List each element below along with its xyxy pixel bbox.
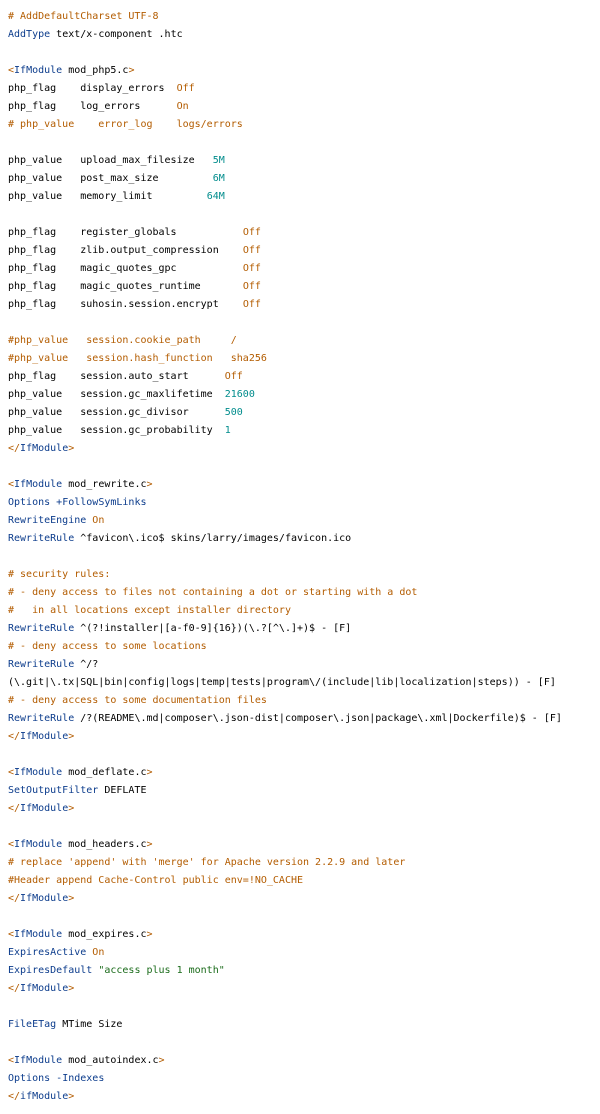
code-token: DEFLATE bbox=[98, 785, 147, 796]
code-token: </ bbox=[8, 731, 21, 742]
code-token: On bbox=[176, 101, 189, 112]
code-line bbox=[8, 278, 600, 296]
code-token: php_value session.gc_probability bbox=[8, 425, 225, 436]
code-token: #php_value session.cookie_path / bbox=[8, 335, 237, 346]
code-line bbox=[8, 440, 600, 458]
code-line bbox=[8, 134, 600, 152]
code-token: ^(?!installer|[a-f0-9]{16})(\.?[^\.]+)$ - [F] bbox=[74, 623, 352, 634]
code-token: > bbox=[128, 65, 135, 76]
code-token: On bbox=[86, 947, 105, 958]
code-line bbox=[8, 908, 600, 926]
code-token: RewriteEngine bbox=[8, 515, 87, 526]
code-token: > bbox=[68, 803, 75, 814]
code-line bbox=[8, 926, 600, 944]
code-line bbox=[8, 386, 600, 404]
code-token: ifModule bbox=[20, 1091, 69, 1102]
code-line bbox=[8, 224, 600, 242]
code-token: Off bbox=[224, 371, 243, 382]
code-token: # php_value error_log logs/errors bbox=[8, 119, 243, 130]
code-token: +FollowSymLinks bbox=[50, 497, 147, 508]
code-line bbox=[8, 674, 600, 692]
code-token: > bbox=[68, 731, 75, 742]
code-line bbox=[8, 998, 600, 1016]
code-token: mod_deflate.c bbox=[62, 767, 147, 778]
code-token: IfModule bbox=[14, 767, 63, 778]
code-token: IfModule bbox=[14, 65, 63, 76]
code-token: IfModule bbox=[14, 1055, 63, 1066]
code-token: IfModule bbox=[20, 803, 69, 814]
code-token: Options bbox=[8, 497, 51, 508]
code-line bbox=[8, 368, 600, 386]
code-token: php_value memory_limit bbox=[8, 191, 207, 202]
code-token: > bbox=[146, 929, 153, 940]
code-line bbox=[8, 980, 600, 998]
code-token: > bbox=[68, 893, 75, 904]
code-token: Off bbox=[242, 245, 261, 256]
code-line bbox=[8, 98, 600, 116]
code-token: php_flag session.auto_start bbox=[8, 371, 225, 382]
code-token: php_flag register_globals bbox=[8, 227, 243, 238]
code-line bbox=[8, 116, 600, 134]
code-token: MTime Size bbox=[56, 1019, 123, 1030]
code-token: php_value session.gc_divisor bbox=[8, 407, 225, 418]
code-token: 5M bbox=[212, 155, 225, 166]
code-token: php_flag zlib.output_compression bbox=[8, 245, 243, 256]
code-line bbox=[8, 710, 600, 728]
code-line bbox=[8, 44, 600, 62]
code-token: IfModule bbox=[20, 893, 69, 904]
code-token: RewriteRule bbox=[8, 659, 75, 670]
code-token: # replace 'append' with 'merge' for Apache version 2.2.9 and later bbox=[8, 857, 406, 868]
code-line bbox=[8, 242, 600, 260]
code-line bbox=[8, 638, 600, 656]
code-token: 6M bbox=[212, 173, 225, 184]
code-line bbox=[8, 800, 600, 818]
code-token: < bbox=[8, 839, 15, 850]
code-token: php_flag display_errors bbox=[8, 83, 177, 94]
code-token: IfModule bbox=[14, 479, 63, 490]
code-token: > bbox=[158, 1055, 165, 1066]
code-line bbox=[8, 764, 600, 782]
code-line bbox=[8, 602, 600, 620]
code-token: ExpiresDefault bbox=[8, 965, 93, 976]
code-token: RewriteRule bbox=[8, 533, 75, 544]
code-line bbox=[8, 890, 600, 908]
code-token: 500 bbox=[224, 407, 243, 418]
code-token: AddType bbox=[8, 29, 51, 40]
code-line bbox=[8, 782, 600, 800]
code-token: ExpiresActive bbox=[8, 947, 87, 958]
code-line bbox=[8, 188, 600, 206]
code-line bbox=[8, 260, 600, 278]
code-token: php_flag magic_quotes_gpc bbox=[8, 263, 243, 274]
code-line bbox=[8, 476, 600, 494]
code-line bbox=[8, 692, 600, 710]
code-token: RewriteRule bbox=[8, 713, 75, 724]
code-token: mod_expires.c bbox=[62, 929, 147, 940]
code-line bbox=[8, 170, 600, 188]
code-token: 1 bbox=[224, 425, 231, 436]
code-token: "access plus 1 month" bbox=[92, 965, 225, 976]
code-token: IfModule bbox=[20, 983, 69, 994]
code-line bbox=[8, 962, 600, 980]
code-token: 21600 bbox=[224, 389, 255, 400]
code-line bbox=[8, 458, 600, 476]
code-token: # - deny access to some locations bbox=[8, 641, 207, 652]
code-token: FileETag bbox=[8, 1019, 57, 1030]
code-line bbox=[8, 1052, 600, 1070]
code-line bbox=[8, 728, 600, 746]
code-token: Off bbox=[242, 227, 261, 238]
code-token: Off bbox=[242, 263, 261, 274]
code-line bbox=[8, 836, 600, 854]
code-token: SetOutputFilter bbox=[8, 785, 99, 796]
code-line bbox=[8, 152, 600, 170]
code-token: > bbox=[68, 443, 75, 454]
code-token: # security rules: bbox=[8, 569, 111, 580]
code-token: 64M bbox=[206, 191, 225, 202]
code-token: /?(README\.md|composer\.json-dist|composer\.json|package\.xml|Dockerfile)$ - [F] bbox=[74, 713, 562, 724]
code-line bbox=[8, 404, 600, 422]
code-token: php_flag log_errors bbox=[8, 101, 177, 112]
code-line bbox=[8, 314, 600, 332]
code-token: IfModule bbox=[20, 731, 69, 742]
code-token: > bbox=[68, 1091, 75, 1102]
code-line bbox=[8, 872, 600, 890]
code-line bbox=[8, 26, 600, 44]
code-token: php_flag magic_quotes_runtime bbox=[8, 281, 243, 292]
code-line bbox=[8, 332, 600, 350]
code-line bbox=[8, 1088, 600, 1106]
code-token: > bbox=[146, 767, 153, 778]
code-token: -Indexes bbox=[50, 1073, 105, 1084]
code-line bbox=[8, 206, 600, 224]
code-token: < bbox=[8, 929, 15, 940]
code-line bbox=[8, 422, 600, 440]
code-token: php_value post_max_size bbox=[8, 173, 213, 184]
code-token: mod_rewrite.c bbox=[62, 479, 147, 490]
code-line bbox=[8, 1016, 600, 1034]
code-token: </ bbox=[8, 983, 21, 994]
code-token: # AddDefaultCharset UTF-8 bbox=[8, 11, 159, 22]
code-line bbox=[8, 1070, 600, 1088]
code-token: </ bbox=[8, 1091, 21, 1102]
code-token: > bbox=[146, 479, 153, 490]
code-token: < bbox=[8, 1055, 15, 1066]
code-token: mod_headers.c bbox=[62, 839, 147, 850]
code-token: php_flag suhosin.session.encrypt bbox=[8, 299, 243, 310]
code-token: Off bbox=[242, 299, 261, 310]
code-line bbox=[8, 620, 600, 638]
code-line bbox=[8, 494, 600, 512]
code-token: < bbox=[8, 65, 15, 76]
code-token: mod_php5.c bbox=[62, 65, 129, 76]
code-token: # in all locations except installer directory bbox=[8, 605, 291, 616]
code-token: RewriteRule bbox=[8, 623, 75, 634]
code-line bbox=[8, 512, 600, 530]
code-line bbox=[8, 818, 600, 836]
code-line bbox=[8, 548, 600, 566]
code-token: ^favicon\.ico$ skins/larry/images/favicon.ico bbox=[74, 533, 352, 544]
code-token: IfModule bbox=[14, 839, 63, 850]
code-token: # - deny access to some documentation files bbox=[8, 695, 267, 706]
code-token: </ bbox=[8, 443, 21, 454]
code-token: Options bbox=[8, 1073, 51, 1084]
code-line bbox=[8, 350, 600, 368]
code-token: > bbox=[68, 983, 75, 994]
code-line bbox=[8, 1034, 600, 1052]
code-token: </ bbox=[8, 893, 21, 904]
code-token: Off bbox=[242, 281, 261, 292]
code-token: < bbox=[8, 767, 15, 778]
code-line bbox=[8, 584, 600, 602]
code-line bbox=[8, 566, 600, 584]
code-line bbox=[8, 296, 600, 314]
code-line bbox=[8, 656, 600, 674]
code-token: (\.git|\.tx|SQL|bin|config|logs|temp|tests|program\/(include|lib|localization|steps)) - [F] bbox=[8, 677, 556, 688]
code-line bbox=[8, 8, 600, 26]
code-line bbox=[8, 746, 600, 764]
code-token: #Header append Cache-Control public env=!NO_CACHE bbox=[8, 875, 304, 886]
code-token: IfModule bbox=[14, 929, 63, 940]
code-token: text/x-component .htc bbox=[50, 29, 183, 40]
code-token: </ bbox=[8, 803, 21, 814]
code-token: php_value upload_max_filesize bbox=[8, 155, 213, 166]
code-line bbox=[8, 854, 600, 872]
code-line bbox=[8, 62, 600, 80]
code-token: IfModule bbox=[20, 443, 69, 454]
code-token: < bbox=[8, 479, 15, 490]
code-token: On bbox=[86, 515, 105, 526]
code-token: mod_autoindex.c bbox=[62, 1055, 159, 1066]
code-token: > bbox=[146, 839, 153, 850]
code-token: # - deny access to files not containing a dot or starting with a dot bbox=[8, 587, 418, 598]
code-token: php_value session.gc_maxlifetime bbox=[8, 389, 225, 400]
code-token: #php_value session.hash_function sha256 bbox=[8, 353, 267, 364]
code-line bbox=[8, 530, 600, 548]
code-line bbox=[8, 80, 600, 98]
code-token: Off bbox=[176, 83, 195, 94]
code-line bbox=[8, 944, 600, 962]
code-token: ^/? bbox=[74, 659, 99, 670]
